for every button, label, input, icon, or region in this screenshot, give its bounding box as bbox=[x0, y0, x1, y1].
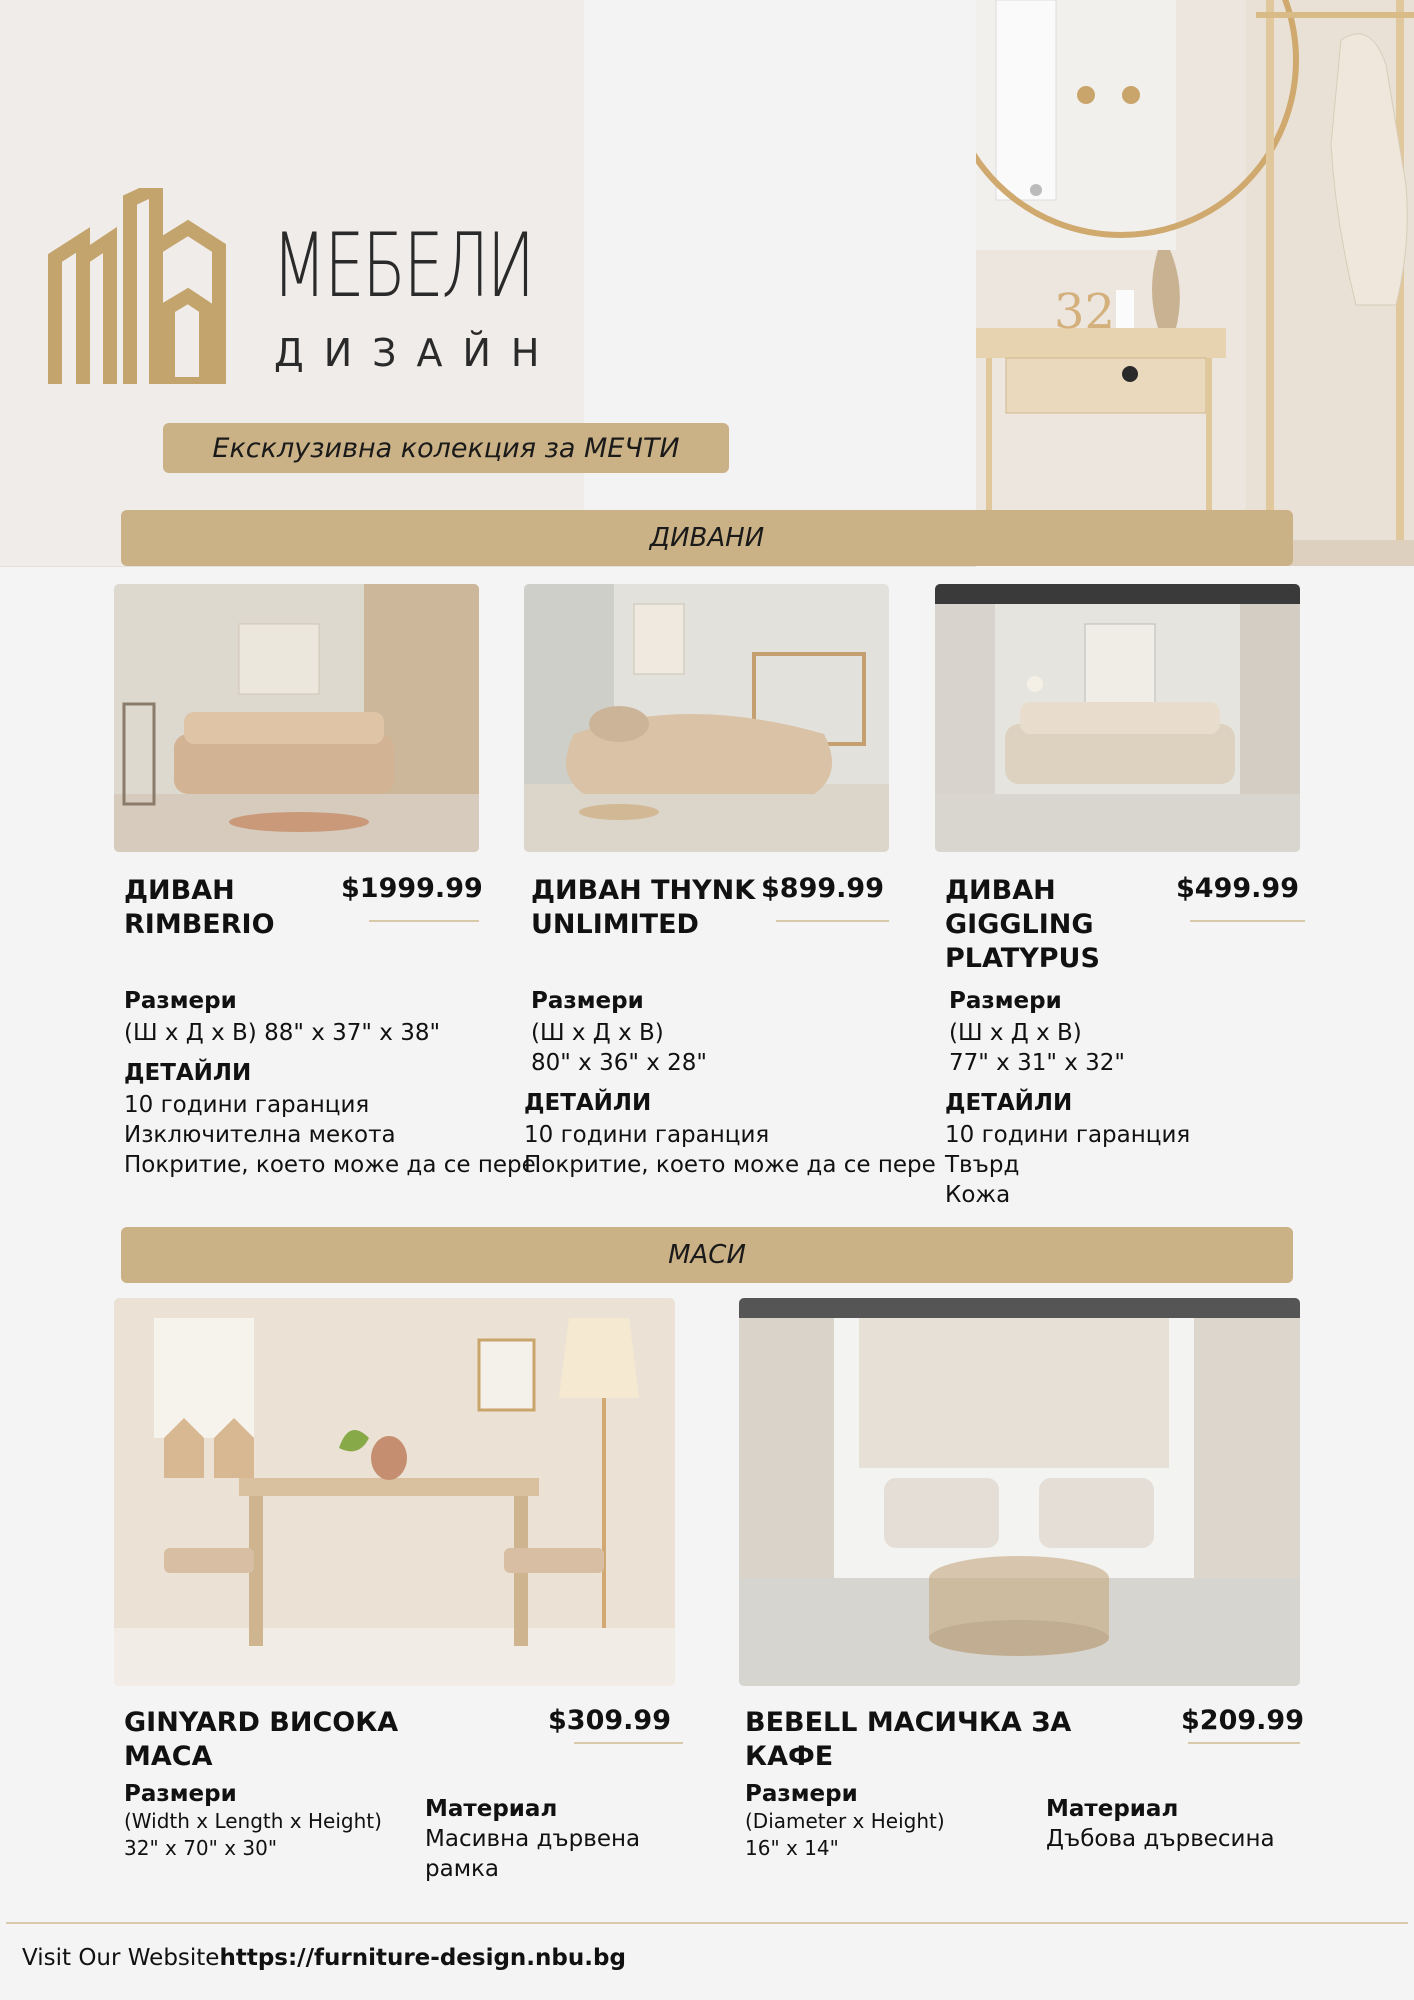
dims-label-ginyard: Размери bbox=[124, 1781, 237, 1807]
dims-label-giggling-platypus: Размери bbox=[949, 988, 1062, 1014]
brand-name-line2: ДИЗАЙН bbox=[274, 331, 560, 375]
product-title-bebell: BEBELL МАСИЧКА ЗА КАФЕ bbox=[745, 1707, 1072, 1772]
dims-value-bebell: (Diameter x Height) 16" x 14" bbox=[745, 1809, 945, 1860]
material-value-ginyard: Масивна дървена рамка bbox=[425, 1826, 641, 1882]
header-divider bbox=[0, 566, 976, 567]
material-label-bebell: Материал bbox=[1046, 1796, 1179, 1822]
detail-item: Изключителна мекота bbox=[124, 1122, 396, 1148]
details-label-giggling-platypus: ДЕТАЙЛИ bbox=[945, 1090, 1073, 1116]
tagline-banner: Ексклузивна колекция за МЕЧТИ bbox=[163, 423, 729, 473]
detail-item: 10 години гаранция bbox=[945, 1122, 1191, 1148]
detail-item: 10 години гаранция bbox=[524, 1122, 770, 1148]
header-panel-mid bbox=[584, 0, 976, 566]
logo-icon bbox=[48, 188, 226, 384]
product-title-rimberio: ДИВАН RIMBERIO bbox=[124, 875, 275, 940]
price-underline bbox=[369, 920, 479, 922]
price-underline bbox=[1188, 1742, 1300, 1744]
table-photo-ginyard bbox=[114, 1298, 675, 1686]
detail-item: Твърд bbox=[945, 1152, 1020, 1178]
website-link[interactable]: https://furniture-design.nbu.bg bbox=[219, 1945, 626, 1971]
footer-label: Visit Our Website bbox=[22, 1945, 220, 1971]
table-photo-bebell bbox=[739, 1298, 1300, 1686]
brand-name-line1: МЕБЕЛИ bbox=[272, 214, 533, 317]
footer-divider bbox=[6, 1922, 1408, 1924]
hero-hallway-photo bbox=[976, 0, 1414, 566]
product-price-thynk: $899.99 bbox=[761, 873, 884, 904]
product-title-thynk: ДИВАН THYNK UNLIMITED bbox=[531, 875, 756, 940]
product-title-giggling-platypus: ДИВАН GIGGLING PLATYPUS bbox=[945, 875, 1100, 974]
details-label-thynk: ДЕТАЙЛИ bbox=[524, 1090, 652, 1116]
dims-value-giggling-platypus: (Ш x Д x В) 77" x 31" x 32" bbox=[949, 1020, 1126, 1076]
sofa-photo-giggling-platypus bbox=[935, 584, 1300, 852]
product-price-bebell: $209.99 bbox=[1181, 1705, 1304, 1736]
dims-label-thynk: Размери bbox=[531, 988, 644, 1014]
wall-number: 32 bbox=[1054, 284, 1116, 340]
product-price-ginyard: $309.99 bbox=[548, 1705, 671, 1736]
price-underline bbox=[574, 1742, 683, 1744]
sofa-photo-rimberio bbox=[114, 584, 479, 852]
product-title-ginyard: GINYARD ВИСОКА МАСА bbox=[124, 1707, 399, 1772]
product-price-giggling-platypus: $499.99 bbox=[1176, 873, 1299, 904]
detail-item: Покритие, което може да се пере bbox=[124, 1152, 536, 1178]
dims-value-thynk: (Ш x Д x В) 80" x 36" x 28" bbox=[531, 1020, 708, 1076]
dims-label-rimberio: Размери bbox=[124, 988, 237, 1014]
price-underline bbox=[1190, 920, 1305, 922]
detail-item: Кожа bbox=[945, 1182, 1011, 1208]
footer bbox=[22, 1945, 626, 1971]
sofa-photo-thynk bbox=[524, 584, 889, 852]
section-title-sofas: ДИВАНИ bbox=[121, 510, 1293, 566]
details-label-rimberio: ДЕТАЙЛИ bbox=[124, 1060, 252, 1086]
price-underline bbox=[776, 920, 889, 922]
dims-value-ginyard: (Width x Length x Height) 32" x 70" x 30" bbox=[124, 1809, 382, 1860]
detail-item: Покритие, което може да се пере bbox=[524, 1152, 936, 1178]
section-title-tables: МАСИ bbox=[121, 1227, 1293, 1283]
product-price-rimberio: $1999.99 bbox=[341, 873, 483, 904]
detail-item: 10 години гаранция bbox=[124, 1092, 370, 1118]
dims-value-rimberio: (Ш x Д x В) 88" x 37" x 38" bbox=[124, 1020, 441, 1046]
dims-label-bebell: Размери bbox=[745, 1781, 858, 1807]
material-label-ginyard: Материал bbox=[425, 1796, 558, 1822]
material-value-bebell: Дъбова дървесина bbox=[1046, 1826, 1275, 1852]
